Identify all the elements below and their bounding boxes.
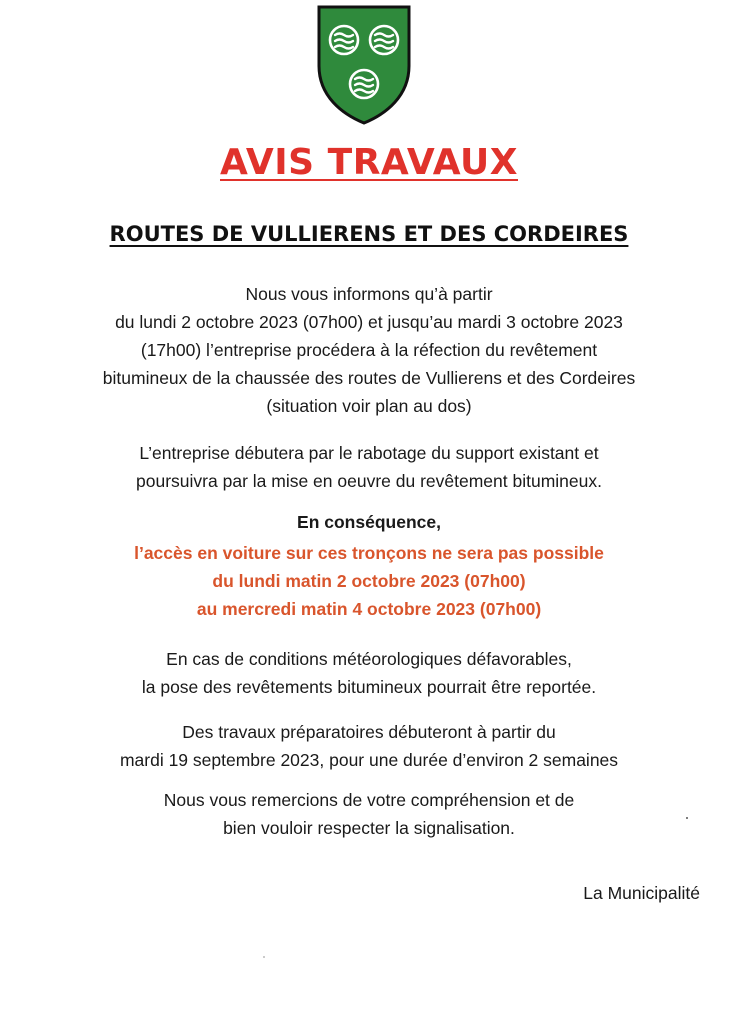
consequence-line: au mercredi matin 4 octobre 2023 (07h00) xyxy=(196,599,542,619)
consequence-line: du lundi matin 2 octobre 2023 (07h00) xyxy=(212,571,526,591)
intro-line: (situation voir plan au dos) xyxy=(266,396,472,416)
thanks-paragraph xyxy=(0,786,738,842)
preparatory-line: mardi 19 septembre 2023, pour une durée d’environ 2 semaines xyxy=(119,750,619,770)
intro-paragraph xyxy=(0,280,738,420)
weather-paragraph xyxy=(0,645,738,701)
signature: La Municipalité xyxy=(583,883,700,903)
preparatory-line: Des travaux préparatoires débuteront à partir du xyxy=(182,722,556,742)
method-paragraph xyxy=(0,439,738,495)
notice-title: AVIS TRAVAUX xyxy=(220,142,518,183)
intro-line: (17h00) l’entreprise procédera à la réfection du revêtement xyxy=(140,340,598,360)
thanks-line: Nous vous remercions de votre compréhension et de xyxy=(163,790,575,810)
method-line: poursuivra par la mise en oeuvre du revêtement bitumineux. xyxy=(136,471,602,491)
consequence-paragraph xyxy=(0,539,738,623)
method-line: L’entreprise débutera par le rabotage du support existant et xyxy=(139,443,599,463)
weather-line: la pose des revêtements bitumineux pourrait être reportée. xyxy=(141,677,597,697)
consequence-line: l’accès en voiture sur ces tronçons ne sera pas possible xyxy=(134,543,604,563)
intro-line: bitumineux de la chaussée des routes de Vullierens et des Cordeires xyxy=(102,368,636,388)
scan-speck xyxy=(686,817,688,819)
consequence-heading: En conséquence, xyxy=(297,512,441,532)
intro-line: Nous vous informons qu’à partir xyxy=(245,284,493,304)
notice-subtitle: ROUTES DE VULLIERENS ET DES CORDEIRES xyxy=(109,222,629,246)
municipal-coat-of-arms-icon xyxy=(316,4,412,126)
preparatory-works-paragraph xyxy=(0,718,738,774)
intro-line: du lundi 2 octobre 2023 (07h00) et jusqu’au mardi 3 octobre 2023 xyxy=(115,312,623,332)
scan-speck xyxy=(263,956,265,958)
thanks-line: bien vouloir respecter la signalisation. xyxy=(223,818,515,838)
weather-line: En cas de conditions météorologiques défavorables, xyxy=(166,649,572,669)
